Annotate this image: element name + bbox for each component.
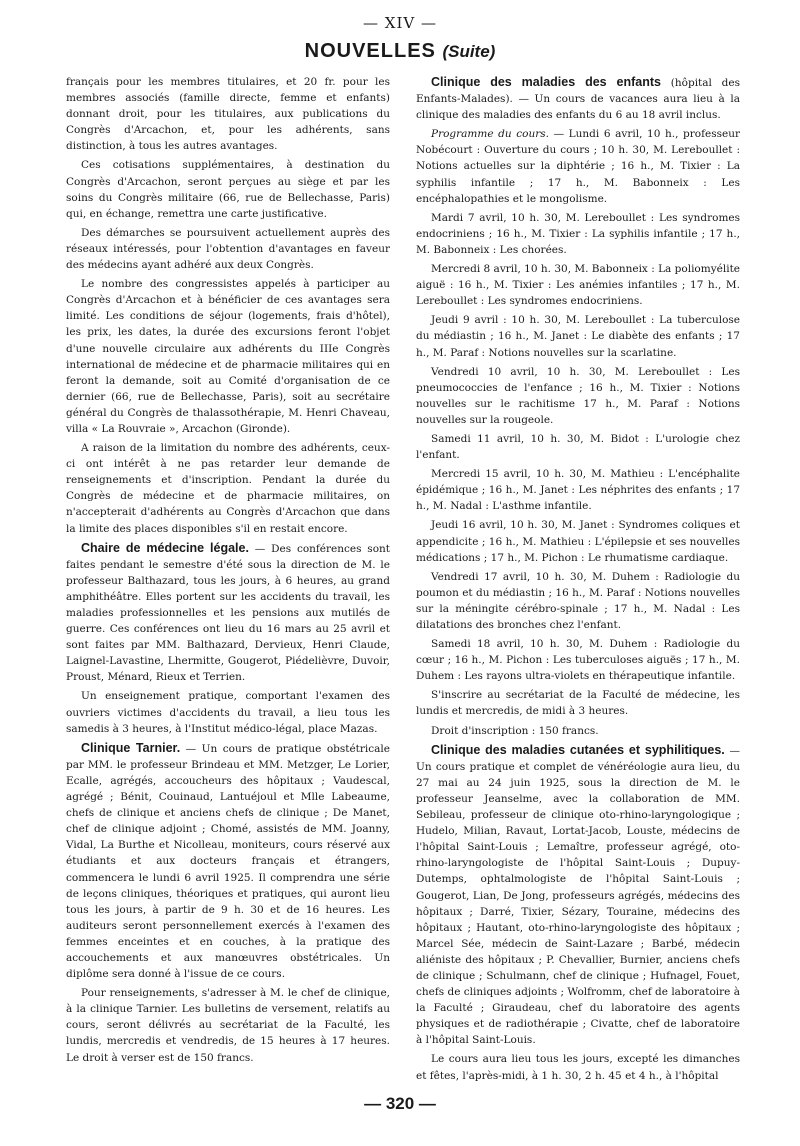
- cutanees-label: Clinique des maladies cutanées et syphilitiques.: [431, 742, 725, 757]
- page-header-roman: — XIV —: [363, 14, 437, 32]
- tarnier-label: Clinique Tarnier.: [81, 740, 181, 755]
- paragraph: français pour les membres titulaires, et 20 fr. pour les membres associés (famille directe, femme et enfants) donnant droit, pour les titulaires, aux publications du Congrès d'Arcachon, et, pour les adhérents, sans distinction, à tous les autres avantages.: [66, 76, 390, 153]
- paragraph: Le nombre des congressistes appelés à participer au Congrès d'Arcachon et à bénéficier de ces avantages sera limité. Les conditions de séjour (logements, frais d'hôtel), les prix, les dates, la durée des excursions feront l'objet d'une nouvelle circulaire aux adhérents du IIIe Congrès international de médecine et de pharmacie militaires qui en feront la demande, soit au Comité d'organisation de ce dernier (66, rue de Bellechasse, Paris), soit au secrétaire général du Congrès de thalassothérapie, M. Henri Chaveau, villa « La Rouvraie », Arcachon (Gironde).: [66, 278, 390, 435]
- paragraph: Pour renseignements, s'adresser à M. le chef de clinique, à la clinique Tarnier. Les bulletins de versement, relatifs au cours, seront délivrés au secrétariat de la Faculté, les lundis, mercredis et vendredis, de 15 heures à 17 heures. Le droit à verser est de 150 francs.: [66, 987, 390, 1064]
- chaire-text: — Des conférences sont faites pendant le semestre d'été sous la direction de M. le professeur Balthazard, tous les jours, à 6 heures, au grand amphithéâtre. Elles portent sur les accidents du travail, les maladies professionnelles et les pensions aux mutilés de guerre. Ces conférences ont lieu du 16 mars au 25 avril et sont faites par MM. Balthazard, Dervieux, Henri Claude, Laignel-Lavastine, Lhermitte, Gougerot, Piédelièvre, Duvoir, Proust, Ménard, Rieux et Terrien.: [66, 542, 390, 684]
- schedule-item: Mardi 7 avril, 10 h. 30, M. Lereboullet : Les syndromes endocriniens ; 16 h., M. Tixier : La syphilis infantile ; 17 h., M. Babonneix : Les chorées.: [416, 211, 740, 256]
- schedule-item: Vendredi 10 avril, 10 h. 30, M. Lereboullet : Les pneumococcies de l'enfance ; 16 h., M. Tixier : Notions nouvelles sur le rachitisme 17 h., M. Paraf : Notions nouvelles sur la rougeole.: [416, 365, 740, 426]
- paragraph: Le cours aura lieu tous les jours, excepté les dimanches et fêtes, l'après-midi, à 1 h. 30, 2 h. 45 et 4 h., à l'hôpital: [416, 1053, 740, 1082]
- chaire-label: Chaire de médecine légale.: [81, 540, 249, 555]
- right-column: [416, 74, 740, 1084]
- programme-label: Programme du cours.: [431, 128, 549, 141]
- section-title: [0, 40, 800, 63]
- programme-paragraph: [416, 126, 740, 206]
- tarnier-text: — Un cours de pratique obstétricale par MM. le professeur Brindeau et MM. Metzger, Le Lorier, Ecalle, agrégés, accoucheurs des hôpitaux ; Vaudescal, agrégé ; Bénit, Couinaud, Lantuéjoul et Mlle Labeaume, chefs de clinique et anciens chefs de clinique ; De Manet, chef de clinique adjoint ; Chomé, assistés de MM. Joanny, Vidal, La Burthe et Nicolleau, moniteurs, cours réservé aux étudiants et aux docteurs français et étrangers, commencera le lundi 6 avril 1925. Il comprendra une série de leçons cliniques, théoriques et pratiques, qui auront lieu tous les jours, à partir de 9 h. 30 et de 16 heures. Les auditeurs seront personnellement exercés à l'examen des femmes enceintes et en couches, à la pratique des accouchements et aux manœuvres obstétricales. Un diplôme sera donné à l'issue de ce cours.: [66, 742, 390, 981]
- paragraph: A raison de la limitation du nombre des adhérents, ceux-ci ont intérêt à ne pas retarder leur demande de renseignements et d'inscription. Pendant la durée du Congrès de médecine et de pharmacie militaires, on n'accepterait d'adhérents au Congrès d'Arcachon que dans la limite des places disponibles s'il en restait encore.: [66, 442, 390, 535]
- paragraph: S'inscrire au secrétariat de la Faculté de médecine, les lundis et mercredis, de midi à 3 heures.: [416, 689, 740, 718]
- enfants-text: (hôpital des Enfants-Malades). — Un cours de vacances aura lieu à la clinique des maladies des enfants du 6 au 18 avril inclus.: [416, 77, 740, 122]
- schedule-item: Mercredi 8 avril, 10 h. 30, M. Babonneix : La poliomyélite aiguë : 16 h., M. Tixier : Les anémies infantiles ; 17 h., M. Lereboullet : Les syndromes endocriniens.: [416, 263, 740, 308]
- schedule-item: Samedi 11 avril, 10 h. 30, M. Bidot : L'urologie chez l'enfant.: [416, 432, 740, 462]
- schedule-item: Jeudi 9 avril : 10 h. 30, M. Lereboullet : La tuberculose du médiastin ; 16 h., M. Janet : Le diabète des enfants ; 17 h., M. Paraf : Notions nouvelles sur la scarlatine.: [416, 314, 740, 359]
- cutanees-text: — Un cours pratique et complet de vénéréologie aura lieu, du 27 mai au 24 juin 1925, sous la direction de M. le professeur Jeanselme, avec la collaboration de MM. Sebileau, professeur de clinique oto-rhino-laryngologique ; Hudelo, Milian, Ravaut, Lortat-Jacob, Louste, médecins de l'hôpital Saint-Louis ; Lemaître, professeur agrégé, oto-rhino-laryngologiste de l'hôpital Saint-Louis ; Dupuy-Dutemps, ophtalmologiste de l'hôpital Saint-Louis ; Gougerot, Lian, De Jong, professeurs agrégés, médecins des hôpitaux ; Darré, Tixier, Sézary, Touraine, médecins des hôpitaux ; Hautant, oto-rhino-laryngologiste des hôpitaux ; Marcel Sée, médecin de Saint-Lazare ; Barbé, médecin aliéniste des hôpitaux ; P. Chevallier, Burnier, anciens chefs de clinique ; Schulmann, chef de clinique ; Hufnagel, Fouet, chefs de cliniques adjoints ; Wolfromm, chef de laboratoire à la Faculté ; Giraudeau, chef du laboratoire des agents physiques et de radiothérapie ; Civatte, chef de laboratoire à l'hôpital Saint-Louis.: [416, 744, 740, 1047]
- paragraph: Des démarches se poursuivent actuellement auprès des réseaux intéressés, pour l'obtention d'avantages en faveur des médecins ayant adhéré aux deux Congrès.: [66, 226, 390, 272]
- schedule-item: Jeudi 16 avril, 10 h. 30, M. Janet : Syndromes coliques et appendicite ; 16 h., M. Mathieu : L'épilepsie et ses nouvelles médications ; 17 h., M. Pichon : Le rhumatisme cardiaque.: [416, 519, 740, 564]
- section-title-text: NOUVELLES: [304, 40, 436, 62]
- tarnier-paragraph: [66, 740, 390, 982]
- enfants-label: Clinique des maladies des enfants: [431, 75, 662, 89]
- paragraph: Ces cotisations supplémentaires, à destination du Congrès d'Arcachon, seront perçues au siège et par les soins du Congrès militaire (66, rue de Bellechasse, Paris) qui, en échange, remettra une carte justificative.: [66, 159, 390, 220]
- paragraph: Droit d'inscription : 150 francs.: [431, 724, 599, 737]
- chaire-paragraph: [66, 540, 390, 686]
- paragraph: Un enseignement pratique, comportant l'examen des ouvriers victimes d'accidents du travail, a lieu tous les samedis à 3 heures, à l'Institut médico-légal, place Mazas.: [66, 690, 390, 735]
- schedule-item: Samedi 18 avril, 10 h. 30, M. Duhem : Radiologie du cœur ; 16 h., M. Pichon : Les tuberculoses aiguës ; 17 h., M. Duhem : Les rayons ultra-violets en thérapeutique infantile.: [416, 638, 740, 683]
- cutanees-paragraph: [416, 742, 740, 1049]
- section-title-suffix: (Suite): [442, 42, 496, 61]
- left-column: [66, 74, 390, 1069]
- programme-text: — Lundi 6 avril, 10 h., professeur Nobécourt : Ouverture du cours ; 10 h. 30, M. Lereboullet : Notions actuelles sur la diphtérie ; 16 h., M. Tixier : La syphilis infantile ; 17 h., M. Babonneix : Les encéphalopathies et le mongolisme.: [416, 128, 740, 205]
- schedule-item: Mercredi 15 avril, 10 h. 30, M. Mathieu : L'encéphalite épidémique ; 16 h., M. Janet : Les néphrites des enfants ; 17 h., M. Nadal : L'asthme infantile.: [416, 468, 740, 513]
- enfants-paragraph: [416, 74, 740, 123]
- page-number: — 320 —: [364, 1094, 436, 1113]
- schedule-item: Vendredi 17 avril, 10 h. 30, M. Duhem : Radiologie du poumon et du médiastin ; 16 h., M. Paraf : Notions nouvelles sur la méningite cérébro-spinale ; 17 h., M. Nadal : Les dilatations des bronches chez l'enfant.: [416, 570, 740, 631]
